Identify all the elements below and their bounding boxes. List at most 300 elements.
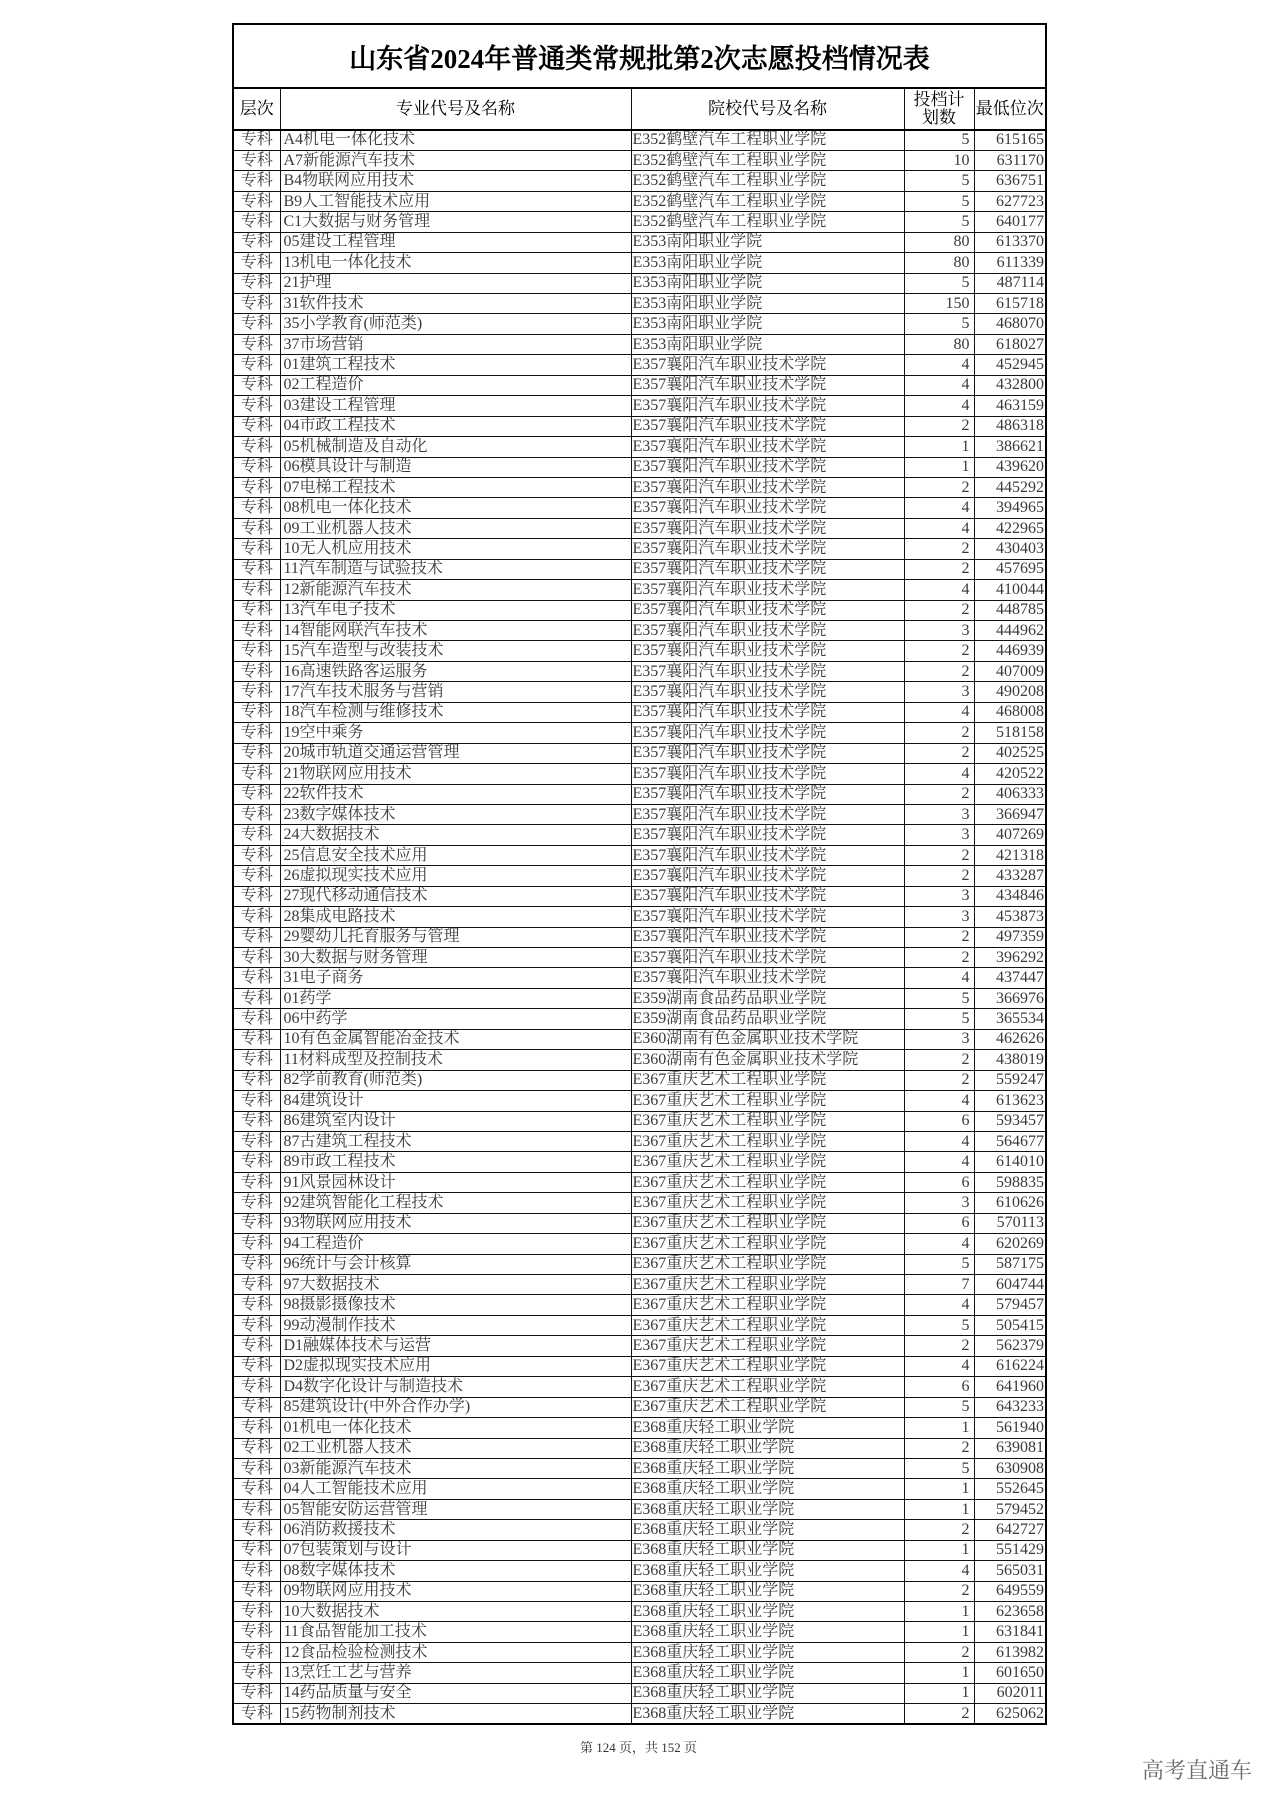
- cell-plan: 3: [904, 621, 974, 641]
- cell-school: E357襄阳汽车职业技术学院: [631, 886, 904, 906]
- cell-plan: 5: [904, 1009, 974, 1029]
- cell-plan: 1: [904, 1663, 974, 1683]
- cell-school: E367重庆艺术工程职业学院: [631, 1336, 904, 1356]
- column-header-school: 院校代号及名称: [631, 88, 904, 130]
- cell-min-rank: 437447: [974, 968, 1046, 988]
- cell-min-rank: 490208: [974, 682, 1046, 702]
- cell-level: 专科: [233, 1458, 280, 1478]
- cell-plan: 4: [904, 375, 974, 395]
- cell-school: E367重庆艺术工程职业学院: [631, 1234, 904, 1254]
- cell-min-rank: 579452: [974, 1499, 1046, 1519]
- cell-level: 专科: [233, 804, 280, 824]
- table-row: [233, 334, 1046, 354]
- cell-min-rank: 365534: [974, 1009, 1046, 1029]
- cell-min-rank: 561940: [974, 1418, 1046, 1438]
- cell-school: E357襄阳汽车职业技术学院: [631, 866, 904, 886]
- cell-min-rank: 614010: [974, 1152, 1046, 1172]
- cell-major: 35小学教育(师范类): [280, 314, 631, 334]
- table-row: [233, 1397, 1046, 1417]
- table-row: [233, 1172, 1046, 1192]
- cell-school: E352鹤壁汽车工程职业学院: [631, 150, 904, 170]
- cell-level: 专科: [233, 375, 280, 395]
- cell-school: E367重庆艺术工程职业学院: [631, 1193, 904, 1213]
- cell-level: 专科: [233, 580, 280, 600]
- cell-min-rank: 625062: [974, 1704, 1046, 1724]
- cell-major: 02工程造价: [280, 375, 631, 395]
- cell-min-rank: 642727: [974, 1520, 1046, 1540]
- cell-plan: 7: [904, 1275, 974, 1295]
- cell-min-rank: 615718: [974, 294, 1046, 314]
- column-header-plan: [904, 88, 974, 130]
- cell-min-rank: 444962: [974, 621, 1046, 641]
- cell-level: 专科: [233, 1520, 280, 1540]
- cell-major: 29婴幼儿托育服务与管理: [280, 927, 631, 947]
- cell-level: 专科: [233, 334, 280, 354]
- cell-min-rank: 593457: [974, 1111, 1046, 1131]
- cell-level: 专科: [233, 1397, 280, 1417]
- cell-school: E360湖南有色金属职业技术学院: [631, 1050, 904, 1070]
- cell-level: 专科: [233, 702, 280, 722]
- cell-plan: 5: [904, 1397, 974, 1417]
- cell-plan: 1: [904, 437, 974, 457]
- cell-plan: 2: [904, 927, 974, 947]
- table-row: [233, 968, 1046, 988]
- cell-min-rank: 618027: [974, 334, 1046, 354]
- cell-major: 17汽车技术服务与营销: [280, 682, 631, 702]
- cell-major: 07电梯工程技术: [280, 477, 631, 497]
- cell-min-rank: 631841: [974, 1622, 1046, 1642]
- cell-major: 89市政工程技术: [280, 1152, 631, 1172]
- table-row: [233, 171, 1046, 191]
- cell-major: 98摄影摄像技术: [280, 1295, 631, 1315]
- cell-school: E352鹤壁汽车工程职业学院: [631, 191, 904, 211]
- cell-min-rank: 445292: [974, 477, 1046, 497]
- cell-school: E368重庆轻工职业学院: [631, 1663, 904, 1683]
- cell-min-rank: 505415: [974, 1315, 1046, 1335]
- cell-school: E367重庆艺术工程职业学院: [631, 1111, 904, 1131]
- cell-plan: 2: [904, 723, 974, 743]
- cell-school: E368重庆轻工职业学院: [631, 1418, 904, 1438]
- cell-major: 06中药学: [280, 1009, 631, 1029]
- cell-level: 专科: [233, 1561, 280, 1581]
- cell-school: E367重庆艺术工程职业学院: [631, 1275, 904, 1295]
- cell-level: 专科: [233, 723, 280, 743]
- cell-plan: 10: [904, 150, 974, 170]
- cell-min-rank: 639081: [974, 1438, 1046, 1458]
- cell-plan: 5: [904, 988, 974, 1008]
- cell-level: 专科: [233, 457, 280, 477]
- table-row: [233, 355, 1046, 375]
- cell-major: 20城市轨道交通运营管理: [280, 743, 631, 763]
- cell-level: 专科: [233, 764, 280, 784]
- cell-school: E357襄阳汽车职业技术学院: [631, 477, 904, 497]
- cell-level: 专科: [233, 1295, 280, 1315]
- cell-major: 12食品检验检测技术: [280, 1642, 631, 1662]
- cell-min-rank: 486318: [974, 416, 1046, 436]
- cell-level: 专科: [233, 866, 280, 886]
- cell-school: E357襄阳汽车职业技术学院: [631, 723, 904, 743]
- cell-major: D2虚拟现实技术应用: [280, 1356, 631, 1376]
- page-title: 山东省2024年普通类常规批第2次志愿投档情况表: [233, 24, 1046, 88]
- cell-level: 专科: [233, 314, 280, 334]
- table-row: [233, 845, 1046, 865]
- table-row: [233, 682, 1046, 702]
- cell-level: 专科: [233, 1356, 280, 1376]
- cell-major: 10有色金属智能冶金技术: [280, 1029, 631, 1049]
- cell-level: 专科: [233, 539, 280, 559]
- cell-major: 06模具设计与制造: [280, 457, 631, 477]
- cell-school: E367重庆艺术工程职业学院: [631, 1254, 904, 1274]
- cell-level: 专科: [233, 1663, 280, 1683]
- cell-plan: 4: [904, 1295, 974, 1315]
- cell-min-rank: 613370: [974, 232, 1046, 252]
- cell-level: 专科: [233, 927, 280, 947]
- cell-level: 专科: [233, 1111, 280, 1131]
- cell-plan: 4: [904, 518, 974, 538]
- cell-school: E357襄阳汽车职业技术学院: [631, 621, 904, 641]
- cell-major: 82学前教育(师范类): [280, 1070, 631, 1090]
- table-row: [233, 1438, 1046, 1458]
- table-row: [233, 927, 1046, 947]
- table-row: [233, 1663, 1046, 1683]
- cell-school: E357襄阳汽车职业技术学院: [631, 580, 904, 600]
- cell-min-rank: 432800: [974, 375, 1046, 395]
- cell-min-rank: 468070: [974, 314, 1046, 334]
- cell-min-rank: 394965: [974, 498, 1046, 518]
- cell-min-rank: 434846: [974, 886, 1046, 906]
- cell-level: 专科: [233, 845, 280, 865]
- cell-school: E357襄阳汽车职业技术学院: [631, 457, 904, 477]
- cell-major: 11材料成型及控制技术: [280, 1050, 631, 1070]
- cell-major: 11汽车制造与试验技术: [280, 559, 631, 579]
- cell-min-rank: 627723: [974, 191, 1046, 211]
- cell-school: E357襄阳汽车职业技术学院: [631, 641, 904, 661]
- table-row: [233, 764, 1046, 784]
- cell-min-rank: 453873: [974, 907, 1046, 927]
- cell-major: 22软件技术: [280, 784, 631, 804]
- cell-school: E367重庆艺术工程职业学院: [631, 1356, 904, 1376]
- cell-major: D1融媒体技术与运营: [280, 1336, 631, 1356]
- cell-level: 专科: [233, 1581, 280, 1601]
- table-row: [233, 191, 1046, 211]
- cell-school: E368重庆轻工职业学院: [631, 1561, 904, 1581]
- cell-plan: 5: [904, 212, 974, 232]
- cell-min-rank: 410044: [974, 580, 1046, 600]
- table-row: [233, 130, 1046, 150]
- cell-level: 专科: [233, 191, 280, 211]
- cell-plan: 1: [904, 1602, 974, 1622]
- cell-min-rank: 402525: [974, 743, 1046, 763]
- cell-level: 专科: [233, 355, 280, 375]
- cell-level: 专科: [233, 294, 280, 314]
- cell-school: E352鹤壁汽车工程职业学院: [631, 171, 904, 191]
- cell-min-rank: 601650: [974, 1663, 1046, 1683]
- cell-level: 专科: [233, 1418, 280, 1438]
- cell-level: 专科: [233, 1622, 280, 1642]
- cell-plan: 3: [904, 825, 974, 845]
- cell-level: 专科: [233, 1050, 280, 1070]
- cell-school: E367重庆艺术工程职业学院: [631, 1213, 904, 1233]
- cell-level: 专科: [233, 743, 280, 763]
- cell-plan: 1: [904, 1622, 974, 1642]
- cell-level: 专科: [233, 1254, 280, 1274]
- cell-plan: 2: [904, 559, 974, 579]
- cell-school: E353南阳职业学院: [631, 253, 904, 273]
- cell-major: 10无人机应用技术: [280, 539, 631, 559]
- cell-major: 04市政工程技术: [280, 416, 631, 436]
- cell-level: 专科: [233, 212, 280, 232]
- cell-major: 96统计与会计核算: [280, 1254, 631, 1274]
- cell-plan: 1: [904, 1683, 974, 1703]
- cell-major: 21物联网应用技术: [280, 764, 631, 784]
- cell-school: E360湖南有色金属职业技术学院: [631, 1029, 904, 1049]
- cell-school: E357襄阳汽车职业技术学院: [631, 784, 904, 804]
- cell-school: E357襄阳汽车职业技术学院: [631, 498, 904, 518]
- cell-school: E367重庆艺术工程职业学院: [631, 1152, 904, 1172]
- cell-school: E357襄阳汽车职业技术学院: [631, 416, 904, 436]
- cell-level: 专科: [233, 886, 280, 906]
- cell-min-rank: 640177: [974, 212, 1046, 232]
- cell-level: 专科: [233, 1091, 280, 1111]
- cell-plan: 3: [904, 1029, 974, 1049]
- cell-major: 15汽车造型与改装技术: [280, 641, 631, 661]
- cell-plan: 4: [904, 764, 974, 784]
- table-row: [233, 1213, 1046, 1233]
- cell-plan: 3: [904, 804, 974, 824]
- cell-school: E357襄阳汽车职业技术学院: [631, 396, 904, 416]
- cell-school: E367重庆艺术工程职业学院: [631, 1377, 904, 1397]
- cell-major: 14药品质量与安全: [280, 1683, 631, 1703]
- cell-school: E353南阳职业学院: [631, 232, 904, 252]
- cell-major: 27现代移动通信技术: [280, 886, 631, 906]
- cell-school: E357襄阳汽车职业技术学院: [631, 968, 904, 988]
- cell-plan: 4: [904, 1356, 974, 1376]
- cell-plan: 3: [904, 907, 974, 927]
- cell-plan: 4: [904, 498, 974, 518]
- cell-level: 专科: [233, 1479, 280, 1499]
- cell-min-rank: 406333: [974, 784, 1046, 804]
- cell-min-rank: 551429: [974, 1540, 1046, 1560]
- table-row: [233, 559, 1046, 579]
- cell-school: E357襄阳汽车职业技术学院: [631, 764, 904, 784]
- cell-school: E357襄阳汽车职业技术学院: [631, 948, 904, 968]
- cell-plan: 80: [904, 334, 974, 354]
- cell-min-rank: 422965: [974, 518, 1046, 538]
- cell-min-rank: 636751: [974, 171, 1046, 191]
- cell-school: E368重庆轻工职业学院: [631, 1602, 904, 1622]
- cell-min-rank: 616224: [974, 1356, 1046, 1376]
- table-row: [233, 1091, 1046, 1111]
- cell-plan: 4: [904, 702, 974, 722]
- table-row: [233, 1418, 1046, 1438]
- cell-plan: 5: [904, 191, 974, 211]
- cell-major: 99动漫制作技术: [280, 1315, 631, 1335]
- cell-school: E367重庆艺术工程职业学院: [631, 1172, 904, 1192]
- cell-level: 专科: [233, 988, 280, 1008]
- cell-plan: 4: [904, 1091, 974, 1111]
- cell-min-rank: 487114: [974, 273, 1046, 293]
- cell-min-rank: 613623: [974, 1091, 1046, 1111]
- cell-level: 专科: [233, 437, 280, 457]
- table-row: [233, 253, 1046, 273]
- table-row: [233, 1254, 1046, 1274]
- cell-major: 97大数据技术: [280, 1275, 631, 1295]
- table-row: [233, 804, 1046, 824]
- cell-school: E352鹤壁汽车工程职业学院: [631, 130, 904, 150]
- cell-school: E357襄阳汽车职业技术学院: [631, 907, 904, 927]
- cell-school: E368重庆轻工职业学院: [631, 1622, 904, 1642]
- cell-level: 专科: [233, 477, 280, 497]
- cell-major: A4机电一体化技术: [280, 130, 631, 150]
- cell-major: 08数字媒体技术: [280, 1561, 631, 1581]
- table-row: [233, 518, 1046, 538]
- cell-plan: 2: [904, 600, 974, 620]
- cell-school: E368重庆轻工职业学院: [631, 1520, 904, 1540]
- cell-min-rank: 468008: [974, 702, 1046, 722]
- cell-level: 专科: [233, 1336, 280, 1356]
- cell-major: 07包装策划与设计: [280, 1540, 631, 1560]
- table-row: [233, 621, 1046, 641]
- cell-major: 84建筑设计: [280, 1091, 631, 1111]
- cell-min-rank: 610626: [974, 1193, 1046, 1213]
- cell-plan: 150: [904, 294, 974, 314]
- cell-major: 18汽车检测与维修技术: [280, 702, 631, 722]
- cell-plan: 2: [904, 641, 974, 661]
- cell-major: 85建筑设计(中外合作办学): [280, 1397, 631, 1417]
- cell-min-rank: 623658: [974, 1602, 1046, 1622]
- table-row: [233, 1540, 1046, 1560]
- cell-major: 94工程造价: [280, 1234, 631, 1254]
- cell-major: A7新能源汽车技术: [280, 150, 631, 170]
- cell-level: 专科: [233, 968, 280, 988]
- cell-plan: 3: [904, 886, 974, 906]
- table-row: [233, 1050, 1046, 1070]
- table-row: [233, 1602, 1046, 1622]
- cell-major: 92建筑智能化工程技术: [280, 1193, 631, 1213]
- cell-level: 专科: [233, 518, 280, 538]
- table-row: [233, 600, 1046, 620]
- cell-plan: 2: [904, 1070, 974, 1090]
- table-row: [233, 1295, 1046, 1315]
- cell-min-rank: 562379: [974, 1336, 1046, 1356]
- cell-level: 专科: [233, 171, 280, 191]
- table-row: [233, 150, 1046, 170]
- cell-level: 专科: [233, 1275, 280, 1295]
- column-header-row: [233, 88, 1046, 130]
- cell-level: 专科: [233, 1315, 280, 1335]
- cell-min-rank: 430403: [974, 539, 1046, 559]
- table-row: [233, 396, 1046, 416]
- cell-level: 专科: [233, 1438, 280, 1458]
- cell-level: 专科: [233, 661, 280, 681]
- cell-major: 08机电一体化技术: [280, 498, 631, 518]
- cell-major: 93物联网应用技术: [280, 1213, 631, 1233]
- cell-major: B9人工智能技术应用: [280, 191, 631, 211]
- cell-min-rank: 615165: [974, 130, 1046, 150]
- table-row: [233, 866, 1046, 886]
- cell-school: E357襄阳汽车职业技术学院: [631, 559, 904, 579]
- cell-school: E368重庆轻工职业学院: [631, 1642, 904, 1662]
- cell-major: 10大数据技术: [280, 1602, 631, 1622]
- table-row: [233, 661, 1046, 681]
- cell-major: 16高速铁路客运服务: [280, 661, 631, 681]
- cell-major: 13烹饪工艺与营养: [280, 1663, 631, 1683]
- table-row: [233, 723, 1046, 743]
- cell-plan: 5: [904, 273, 974, 293]
- cell-plan: 2: [904, 743, 974, 763]
- cell-level: 专科: [233, 1009, 280, 1029]
- cell-plan: 4: [904, 1234, 974, 1254]
- cell-plan: 2: [904, 477, 974, 497]
- cell-major: 87古建筑工程技术: [280, 1131, 631, 1151]
- cell-min-rank: 420522: [974, 764, 1046, 784]
- cell-min-rank: 587175: [974, 1254, 1046, 1274]
- table-row: [233, 539, 1046, 559]
- cell-min-rank: 452945: [974, 355, 1046, 375]
- cell-min-rank: 611339: [974, 253, 1046, 273]
- cell-level: 专科: [233, 1172, 280, 1192]
- cell-level: 专科: [233, 498, 280, 518]
- cell-min-rank: 649559: [974, 1581, 1046, 1601]
- cell-plan: 2: [904, 1438, 974, 1458]
- cell-school: E357襄阳汽车职业技术学院: [631, 437, 904, 457]
- table-row: [233, 1315, 1046, 1335]
- cell-level: 专科: [233, 1602, 280, 1622]
- table-row: [233, 294, 1046, 314]
- cell-plan: 2: [904, 661, 974, 681]
- cell-major: 11食品智能加工技术: [280, 1622, 631, 1642]
- cell-plan: 5: [904, 1458, 974, 1478]
- cell-level: 专科: [233, 1213, 280, 1233]
- cell-plan: 5: [904, 171, 974, 191]
- table-row: [233, 1131, 1046, 1151]
- cell-school: E368重庆轻工职业学院: [631, 1683, 904, 1703]
- cell-plan: 6: [904, 1111, 974, 1131]
- table-row: [233, 1009, 1046, 1029]
- table-row: [233, 1234, 1046, 1254]
- cell-min-rank: 462626: [974, 1029, 1046, 1049]
- table-row: [233, 1683, 1046, 1703]
- cell-plan: 80: [904, 232, 974, 252]
- cell-major: 03新能源汽车技术: [280, 1458, 631, 1478]
- cell-min-rank: 497359: [974, 927, 1046, 947]
- cell-level: 专科: [233, 1704, 280, 1724]
- table-row: [233, 743, 1046, 763]
- cell-min-rank: 604744: [974, 1275, 1046, 1295]
- cell-major: 09物联网应用技术: [280, 1581, 631, 1601]
- table-row: [233, 1622, 1046, 1642]
- cell-major: 01机电一体化技术: [280, 1418, 631, 1438]
- page-number-footer: 第 124 页，共 152 页: [579, 1740, 697, 1755]
- cell-school: E368重庆轻工职业学院: [631, 1499, 904, 1519]
- cell-min-rank: 641960: [974, 1377, 1046, 1397]
- table-row: [233, 907, 1046, 927]
- cell-plan: 2: [904, 539, 974, 559]
- cell-level: 专科: [233, 396, 280, 416]
- table-row: [233, 886, 1046, 906]
- cell-plan: 3: [904, 682, 974, 702]
- cell-plan: 4: [904, 968, 974, 988]
- cell-min-rank: 366976: [974, 988, 1046, 1008]
- cell-major: 15药物制剂技术: [280, 1704, 631, 1724]
- cell-major: 24大数据技术: [280, 825, 631, 845]
- table-row: [233, 1642, 1046, 1662]
- cell-min-rank: 396292: [974, 948, 1046, 968]
- cell-school: E367重庆艺术工程职业学院: [631, 1091, 904, 1111]
- cell-major: 86建筑室内设计: [280, 1111, 631, 1131]
- cell-plan: 2: [904, 845, 974, 865]
- cell-school: E357襄阳汽车职业技术学院: [631, 518, 904, 538]
